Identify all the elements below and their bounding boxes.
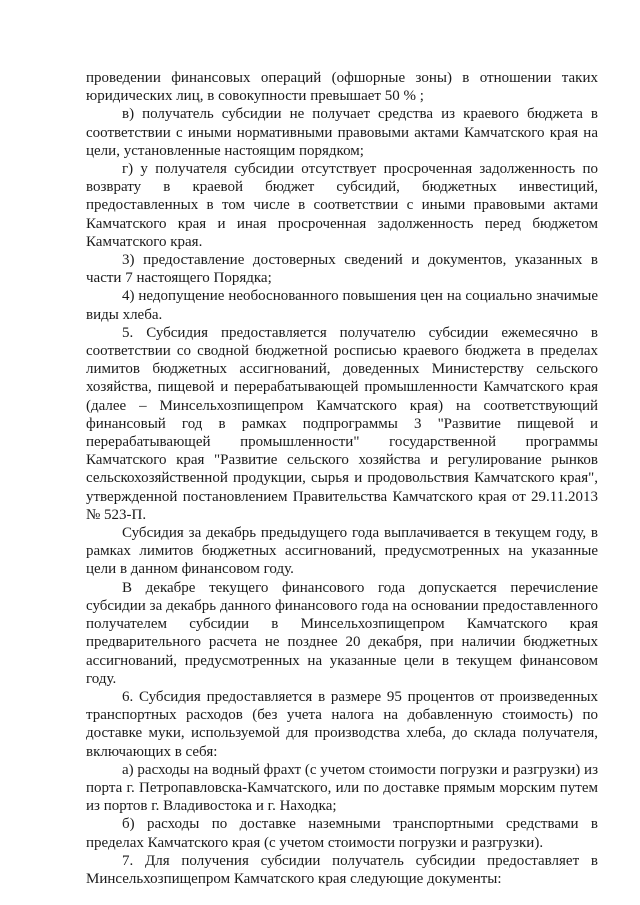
paragraph-section-5: 5. Субсидия предоставляется получателю субсидии ежемесячно в соответствии со сводной бюджетной росписью краевого бюджета в пределах лимитов бюджетных ассигнований, доведенных Министерству сельского хозяйства, пищевой и перерабатывающей промышленности Камчатского края (далее – Минсельхозпищепром Камчатского края) на соответствующий финансовый год в рамках подпрограммы 3 "Развитие пищевой и перерабатывающей промышленности" государственной программы Камчатского края "Развитие сельского хозяйства и регулирование рынков сельскохозяйственной продукции, сырья и продовольствия Камчатского края", утвержденной постановлением Правительства Камчатского края от 29.11.2013 № 523-П. [86,324,598,523]
paragraph-condition-v: в) получатель субсидии не получает средства из краевого бюджета в соответствии с иными нормативными правовыми актами Камчатского края на цели, установленные настоящим порядком; [86,106,598,159]
paragraph-condition-g: г) у получателя субсидии отсутствует просроченная задолженность по возврату в краевой бюджет субсидий, бюджетных инвестиций, предоставленных в том числе в соответствии с иными правовыми актами Камчатского края и иная просроченная задолженность перед бюджетом Камчатского края. [86,161,598,250]
paragraph-item-b: б) расходы по доставке наземными транспортными средствами в пределах Камчатского края (с учетом стоимости погрузки и разгрузки). [86,816,598,851]
paragraph-december-previous-year: Субсидия за декабрь предыдущего года выплачивается в текущем году, в рамках лимитов бюджетных ассигнований, предусмотренных на указанные цели в данном финансовом году. [86,525,598,578]
paragraph-item-a: а) расходы на водный фрахт (с учетом стоимости погрузки и разгрузки) из порта г. Петропавловска-Камчатского, или по доставке прямым морским путем из портов г. Владивостока и г. Находка; [86,761,598,815]
paragraph-item-3: 3) предоставление достоверных сведений и документов, указанных в части 7 настоящего Порядка; [86,252,598,287]
paragraph-offshore-continuation: проведении финансовых операций (офшорные зоны) в отношении таких юридических лиц, в совокупности превышает 50 % ; [86,70,598,105]
paragraph-section-6: 6. Субсидия предоставляется в размере 95 процентов от произведенных транспортных расходов (без учета налога на добавленную стоимость) по доставке муки, используемой для производства хлеба, до склада получателя, включающих в себя: [86,688,598,760]
paragraph-item-4: 4) недопущение необоснованного повышения цен на социально значимые виды хлеба. [86,288,598,323]
document-body [86,69,598,888]
paragraph-section-7: 7. Для получения субсидии получатель субсидии предоставляет в Минсельхозпищепром Камчатского края следующие документы: [86,852,598,887]
paragraph-december-current-year: В декабре текущего финансового года допускается перечисление субсидии за декабрь данного финансового года на основании предоставленного получателем субсидии в Минсельхозпищепром Камчатского края предварительного расчета не позднее 20 декабря, при наличии бюджетных ассигнований, предусмотренных на указанные цели в текущем финансовом году. [86,579,598,687]
